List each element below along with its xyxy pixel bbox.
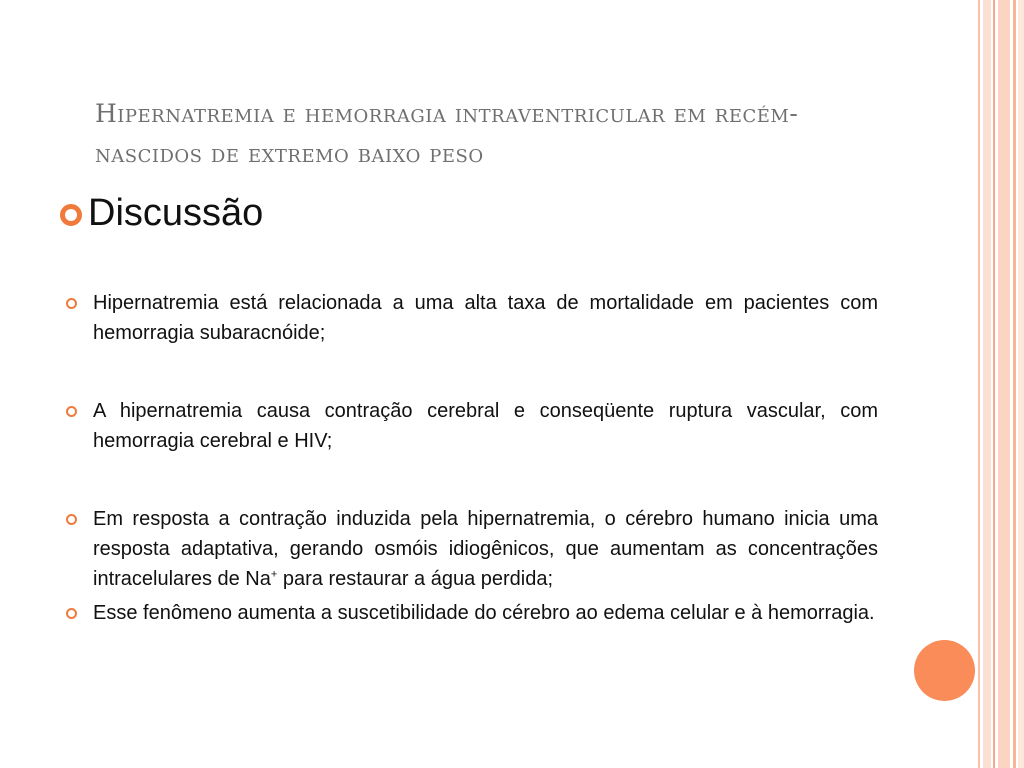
stripe	[1018, 0, 1024, 768]
section-heading-row	[60, 188, 263, 238]
ring-bullet-icon	[66, 514, 77, 525]
stripe	[978, 0, 980, 768]
stripe	[998, 0, 1010, 768]
decorative-stripes	[974, 0, 1024, 768]
sodium-charge-superscript: +	[270, 568, 278, 581]
bullet-text: Hipernatremia está relacionada a uma alta taxa de mortalidade em pacientes com hemorragia subaracnóide;	[93, 292, 878, 344]
bullet-item	[66, 288, 878, 348]
bullet-list	[66, 288, 878, 628]
stripe	[993, 0, 995, 768]
bullet-text	[93, 508, 878, 590]
bullet-item	[66, 504, 878, 594]
bullet-item	[66, 598, 878, 628]
bullet-text: A hipernatremia causa contração cerebral e conseqüente ruptura vascular, com hemorragia cerebral e HIV;	[93, 400, 878, 452]
bullet-text: Esse fenômeno aumenta a suscetibilidade do cérebro ao edema celular e à hemorragia.	[93, 602, 875, 624]
ring-bullet-icon	[66, 608, 77, 619]
section-heading: Discussão	[88, 192, 264, 234]
stripe	[1013, 0, 1016, 768]
bullet-item	[66, 396, 878, 456]
ring-bullet-icon	[66, 406, 77, 417]
slide-title: Hipernatremia e hemorragia intraventricular em recém-nascidos de extremo baixo peso	[95, 99, 799, 168]
bullet-text-before: Em resposta a contração induzida pela hipernatremia, o cérebro humano inicia uma resposta adaptativa, gerando osmóis idiogênicos, que aumentam as concentrações intracelulares de Na	[93, 508, 878, 590]
ring-bullet-icon	[60, 204, 82, 226]
ring-bullet-icon	[66, 298, 77, 309]
decorative-circle	[914, 640, 975, 701]
bullet-text-after: para restaurar a água perdida;	[277, 568, 554, 590]
stripe	[983, 0, 991, 768]
